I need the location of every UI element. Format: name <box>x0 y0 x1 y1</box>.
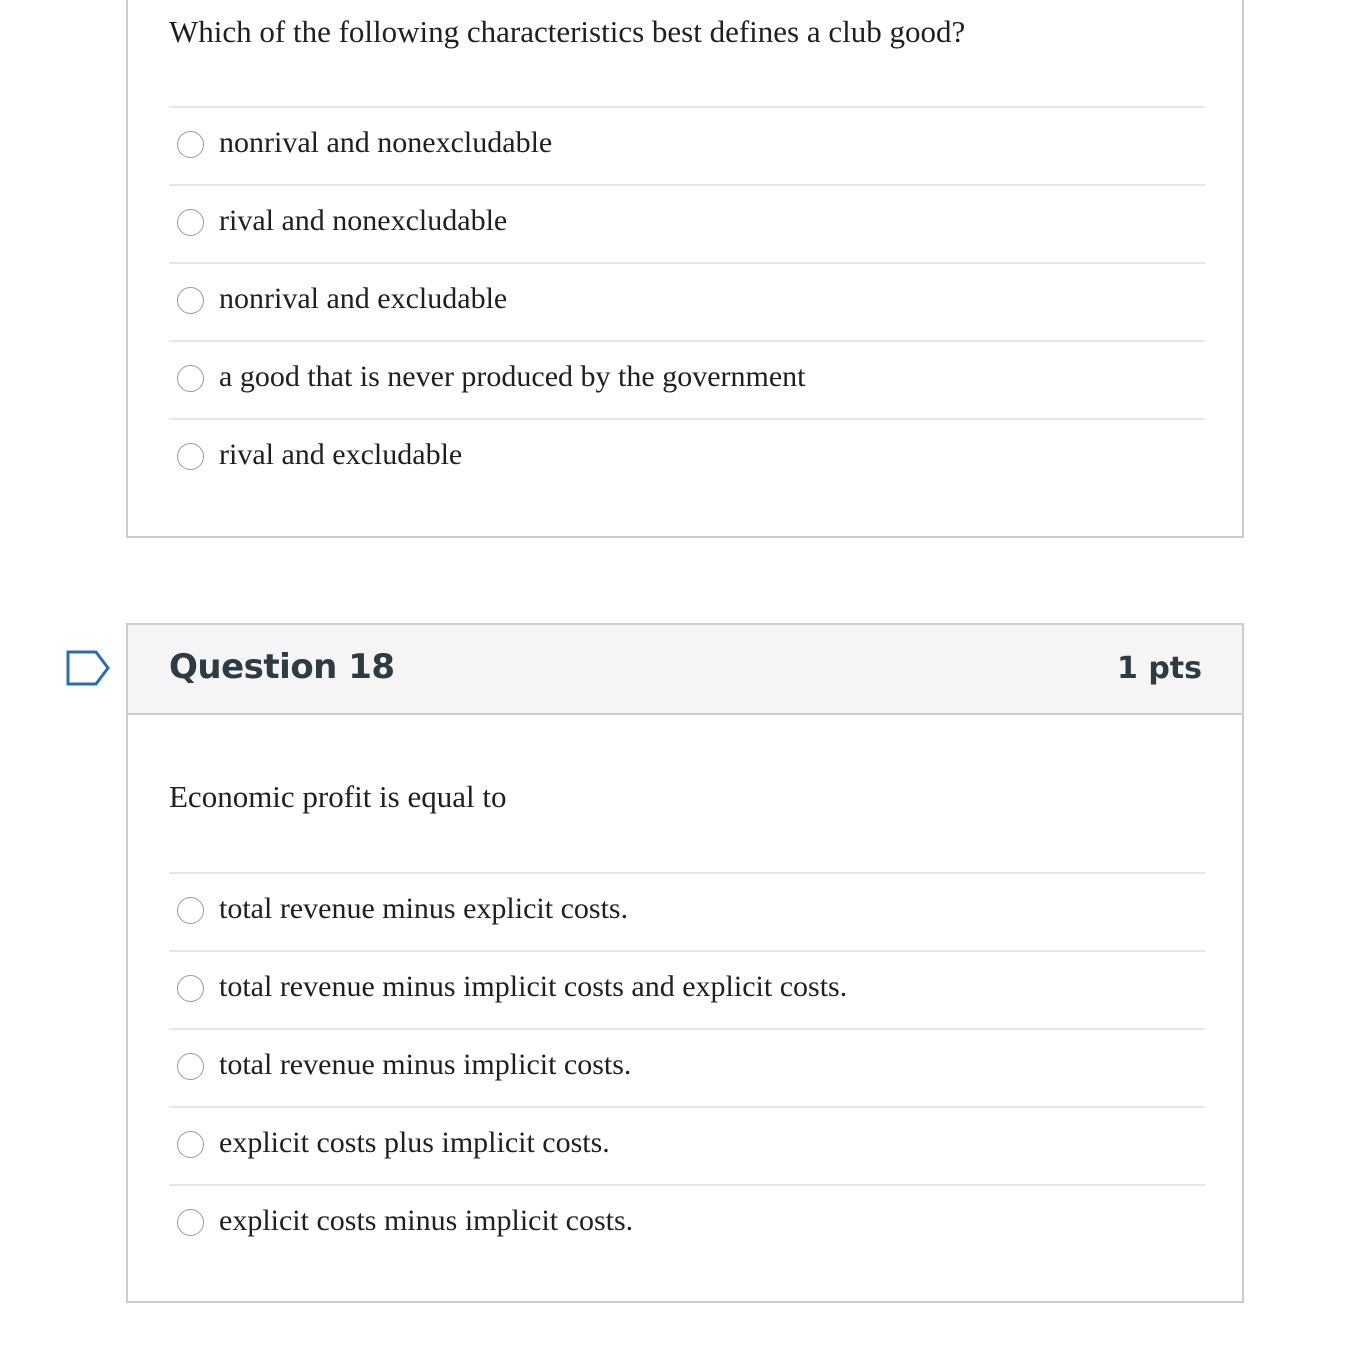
answer-option[interactable] <box>169 1028 1205 1106</box>
answer-list <box>169 106 1205 496</box>
question-18-card <box>126 623 1244 1303</box>
answer-label[interactable]: nonrival and excludable <box>219 282 508 315</box>
answer-label[interactable]: total revenue minus implicit costs. <box>219 1048 632 1081</box>
bookmark-flag-icon[interactable] <box>66 650 110 686</box>
radio-button[interactable] <box>177 365 204 392</box>
answer-option[interactable] <box>169 950 1205 1028</box>
answer-label[interactable]: rival and nonexcludable <box>219 204 508 237</box>
answer-option[interactable] <box>169 106 1205 184</box>
answer-option[interactable] <box>169 340 1205 418</box>
radio-button[interactable] <box>177 131 204 158</box>
radio-button[interactable] <box>177 443 204 470</box>
answer-option[interactable] <box>169 1184 1205 1262</box>
question-17-card <box>126 0 1244 538</box>
answer-label[interactable]: explicit costs plus implicit costs. <box>219 1126 610 1159</box>
answer-label[interactable]: a good that is never produced by the government <box>219 360 806 393</box>
radio-button[interactable] <box>177 209 204 236</box>
question-text: Which of the following characteristics best defines a club good? <box>169 14 966 49</box>
radio-button[interactable] <box>177 1209 204 1236</box>
radio-button[interactable] <box>177 897 204 924</box>
question-header <box>128 625 1242 715</box>
answer-label[interactable]: rival and excludable <box>219 438 463 471</box>
question-points: 1 pts <box>1117 651 1202 686</box>
answer-option[interactable] <box>169 872 1205 950</box>
answer-option[interactable] <box>169 262 1205 340</box>
radio-button[interactable] <box>177 1131 204 1158</box>
answer-option[interactable] <box>169 1106 1205 1184</box>
answer-label[interactable]: nonrival and nonexcludable <box>219 126 553 159</box>
answer-label[interactable]: total revenue minus implicit costs and explicit costs. <box>219 970 848 1003</box>
question-title: Question 18 <box>169 647 395 687</box>
radio-button[interactable] <box>177 975 204 1002</box>
radio-button[interactable] <box>177 1053 204 1080</box>
radio-button[interactable] <box>177 287 204 314</box>
answer-label[interactable]: explicit costs minus implicit costs. <box>219 1204 634 1237</box>
answer-option[interactable] <box>169 184 1205 262</box>
answer-label[interactable]: total revenue minus explicit costs. <box>219 892 629 925</box>
answer-option[interactable] <box>169 418 1205 496</box>
question-text: Economic profit is equal to <box>169 779 507 814</box>
answer-list <box>169 872 1205 1262</box>
